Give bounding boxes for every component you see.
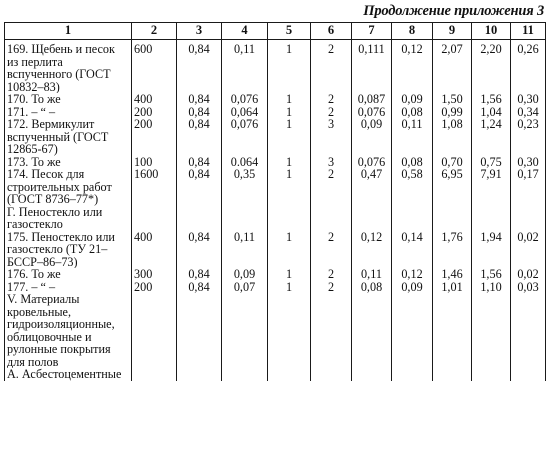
table-cell: 1,01 bbox=[433, 281, 472, 294]
table-cell bbox=[268, 368, 311, 381]
column-header: 7 bbox=[352, 23, 392, 40]
table-cell bbox=[511, 206, 546, 231]
material-name: 173. То же bbox=[5, 156, 132, 169]
table-cell: 1 bbox=[268, 40, 311, 94]
table-cell: 0,26 bbox=[511, 40, 546, 94]
table-cell bbox=[392, 293, 433, 368]
table-row bbox=[5, 93, 546, 106]
table-cell: 100 bbox=[132, 156, 177, 169]
material-name: 171. – “ – bbox=[5, 106, 132, 119]
table-cell: 0,09 bbox=[392, 93, 433, 106]
table-cell: 0,84 bbox=[177, 106, 222, 119]
table-cell bbox=[352, 293, 392, 368]
table-cell: 0,111 bbox=[352, 40, 392, 94]
table-cell: 1,08 bbox=[433, 118, 472, 156]
material-name: 170. То же bbox=[5, 93, 132, 106]
table-cell: 0,58 bbox=[392, 168, 433, 206]
table-cell: 1,24 bbox=[472, 118, 511, 156]
table-cell: 1 bbox=[268, 268, 311, 281]
table-cell: 2 bbox=[311, 40, 352, 94]
table-cell: 0,30 bbox=[511, 93, 546, 106]
table-cell: 0,076 bbox=[352, 156, 392, 169]
table-cell: 1 bbox=[268, 168, 311, 206]
table-cell: 1,50 bbox=[433, 93, 472, 106]
table-cell bbox=[311, 368, 352, 381]
table-cell: 2,07 bbox=[433, 40, 472, 94]
table-cell: 0,84 bbox=[177, 231, 222, 269]
table-cell: 0,34 bbox=[511, 106, 546, 119]
table-cell: 1 bbox=[268, 156, 311, 169]
data-table bbox=[4, 22, 546, 381]
table-cell: 2 bbox=[311, 168, 352, 206]
table-cell: 0,03 bbox=[511, 281, 546, 294]
material-name: 175. Пеностекло или газостекло (ТУ 21–БССР–86–73) bbox=[5, 231, 132, 269]
section-heading-row bbox=[5, 206, 546, 231]
table-cell: 0,84 bbox=[177, 118, 222, 156]
table-cell: 1 bbox=[268, 106, 311, 119]
table-cell bbox=[352, 368, 392, 381]
table-row bbox=[5, 281, 546, 294]
section-heading: V. Материалы кровельные, гидроизоляционные, облицовочные и рулонные покрытия для полов bbox=[5, 293, 132, 368]
column-header: 3 bbox=[177, 23, 222, 40]
table-cell: 1,94 bbox=[472, 231, 511, 269]
section-heading-row bbox=[5, 368, 546, 381]
table-cell bbox=[472, 206, 511, 231]
table-cell: 1,56 bbox=[472, 268, 511, 281]
column-header: 4 bbox=[222, 23, 268, 40]
table-row bbox=[5, 106, 546, 119]
table-row bbox=[5, 168, 546, 206]
table-cell: 0,087 bbox=[352, 93, 392, 106]
table-cell: 0,076 bbox=[222, 118, 268, 156]
material-name: 169. Щебень и песок из перлита вспученного (ГОСТ 10832–83) bbox=[5, 40, 132, 94]
table-row bbox=[5, 156, 546, 169]
table-row bbox=[5, 118, 546, 156]
table-row bbox=[5, 40, 546, 94]
table-cell: 0.064 bbox=[222, 156, 268, 169]
table-cell: 0,84 bbox=[177, 156, 222, 169]
table-row bbox=[5, 268, 546, 281]
table-cell bbox=[268, 206, 311, 231]
table-cell: 400 bbox=[132, 93, 177, 106]
section-heading-row bbox=[5, 293, 546, 368]
table-cell: 1,46 bbox=[433, 268, 472, 281]
table-cell: 2 bbox=[311, 106, 352, 119]
table-cell: 0,11 bbox=[222, 231, 268, 269]
table-cell bbox=[177, 368, 222, 381]
table-cell: 200 bbox=[132, 281, 177, 294]
material-name: 176. То же bbox=[5, 268, 132, 281]
table-cell bbox=[177, 293, 222, 368]
table-cell: 0,75 bbox=[472, 156, 511, 169]
table-cell bbox=[511, 368, 546, 381]
column-header: 9 bbox=[433, 23, 472, 40]
table-cell: 0,30 bbox=[511, 156, 546, 169]
table-row bbox=[5, 231, 546, 269]
table-cell bbox=[433, 293, 472, 368]
table-cell: 300 bbox=[132, 268, 177, 281]
table-cell: 1 bbox=[268, 118, 311, 156]
table-cell: 0,08 bbox=[392, 156, 433, 169]
table-cell: 0,47 bbox=[352, 168, 392, 206]
table-cell: 0,12 bbox=[352, 231, 392, 269]
table-cell: 0,84 bbox=[177, 40, 222, 94]
table-cell: 1,56 bbox=[472, 93, 511, 106]
table-cell: 3 bbox=[311, 156, 352, 169]
table-cell: 1,76 bbox=[433, 231, 472, 269]
table-cell bbox=[352, 206, 392, 231]
material-name: 177. – “ – bbox=[5, 281, 132, 294]
table-cell bbox=[392, 368, 433, 381]
table-cell: 0,17 bbox=[511, 168, 546, 206]
table-cell: 1,10 bbox=[472, 281, 511, 294]
table-cell: 0,064 bbox=[222, 106, 268, 119]
table-cell: 2 bbox=[311, 231, 352, 269]
table-cell bbox=[222, 368, 268, 381]
table-cell: 0,076 bbox=[352, 106, 392, 119]
table-cell bbox=[177, 206, 222, 231]
section-heading: Г. Пеностекло или газостекло bbox=[5, 206, 132, 231]
table-cell bbox=[472, 368, 511, 381]
table-cell: 0,07 bbox=[222, 281, 268, 294]
column-header: 1 bbox=[5, 23, 132, 40]
table-cell: 0,84 bbox=[177, 268, 222, 281]
table-cell: 0,11 bbox=[392, 118, 433, 156]
table-cell: 2 bbox=[311, 268, 352, 281]
table-cell bbox=[268, 293, 311, 368]
table-cell: 0,12 bbox=[392, 268, 433, 281]
table-cell: 0,09 bbox=[392, 281, 433, 294]
table-cell bbox=[392, 206, 433, 231]
table-cell: 0,84 bbox=[177, 168, 222, 206]
column-header: 6 bbox=[311, 23, 352, 40]
material-name: 174. Песок для строительных работ (ГОСТ 8736–77*) bbox=[5, 168, 132, 206]
table-cell bbox=[311, 293, 352, 368]
table-cell bbox=[511, 293, 546, 368]
table-cell: 7,91 bbox=[472, 168, 511, 206]
table-cell: 200 bbox=[132, 118, 177, 156]
table-cell: 0,99 bbox=[433, 106, 472, 119]
table-cell: 0,84 bbox=[177, 93, 222, 106]
table-cell: 0,02 bbox=[511, 231, 546, 269]
table-cell: 2 bbox=[311, 93, 352, 106]
table-cell: 0,23 bbox=[511, 118, 546, 156]
column-header: 8 bbox=[392, 23, 433, 40]
column-header: 11 bbox=[511, 23, 546, 40]
table-cell bbox=[433, 368, 472, 381]
table-cell: 0,14 bbox=[392, 231, 433, 269]
table-cell: 0,076 bbox=[222, 93, 268, 106]
material-name: 172. Вермикулит вспученный (ГОСТ 12865-67) bbox=[5, 118, 132, 156]
table-cell: 600 bbox=[132, 40, 177, 94]
table-cell: 0,12 bbox=[392, 40, 433, 94]
table-cell: 1 bbox=[268, 281, 311, 294]
table-cell: 1 bbox=[268, 93, 311, 106]
table-cell bbox=[132, 368, 177, 381]
table-cell: 6,95 bbox=[433, 168, 472, 206]
table-cell: 400 bbox=[132, 231, 177, 269]
table-cell bbox=[433, 206, 472, 231]
table-cell: 2 bbox=[311, 281, 352, 294]
table-cell: 0,09 bbox=[222, 268, 268, 281]
table-cell: 200 bbox=[132, 106, 177, 119]
table-cell: 0,09 bbox=[352, 118, 392, 156]
section-heading: А. Асбестоцементные bbox=[5, 368, 132, 381]
table-cell: 2,20 bbox=[472, 40, 511, 94]
table-cell: 3 bbox=[311, 118, 352, 156]
table-cell: 0,84 bbox=[177, 281, 222, 294]
table-cell bbox=[132, 293, 177, 368]
table-cell: 0,02 bbox=[511, 268, 546, 281]
table-cell: 1,04 bbox=[472, 106, 511, 119]
header-row bbox=[5, 23, 546, 40]
table-cell bbox=[132, 206, 177, 231]
table-cell: 0,11 bbox=[352, 268, 392, 281]
table-cell: 1 bbox=[268, 231, 311, 269]
table-cell bbox=[222, 206, 268, 231]
column-header: 2 bbox=[132, 23, 177, 40]
table-cell: 0,08 bbox=[352, 281, 392, 294]
table-cell: 0,35 bbox=[222, 168, 268, 206]
column-header: 5 bbox=[268, 23, 311, 40]
continuation-caption: Продолжение приложения 3 bbox=[363, 3, 544, 19]
column-header: 10 bbox=[472, 23, 511, 40]
table-cell bbox=[311, 206, 352, 231]
table-cell: 1600 bbox=[132, 168, 177, 206]
table-cell: 0,70 bbox=[433, 156, 472, 169]
table-cell bbox=[472, 293, 511, 368]
table-cell: 0,11 bbox=[222, 40, 268, 94]
table-cell bbox=[222, 293, 268, 368]
table-cell: 0,08 bbox=[392, 106, 433, 119]
